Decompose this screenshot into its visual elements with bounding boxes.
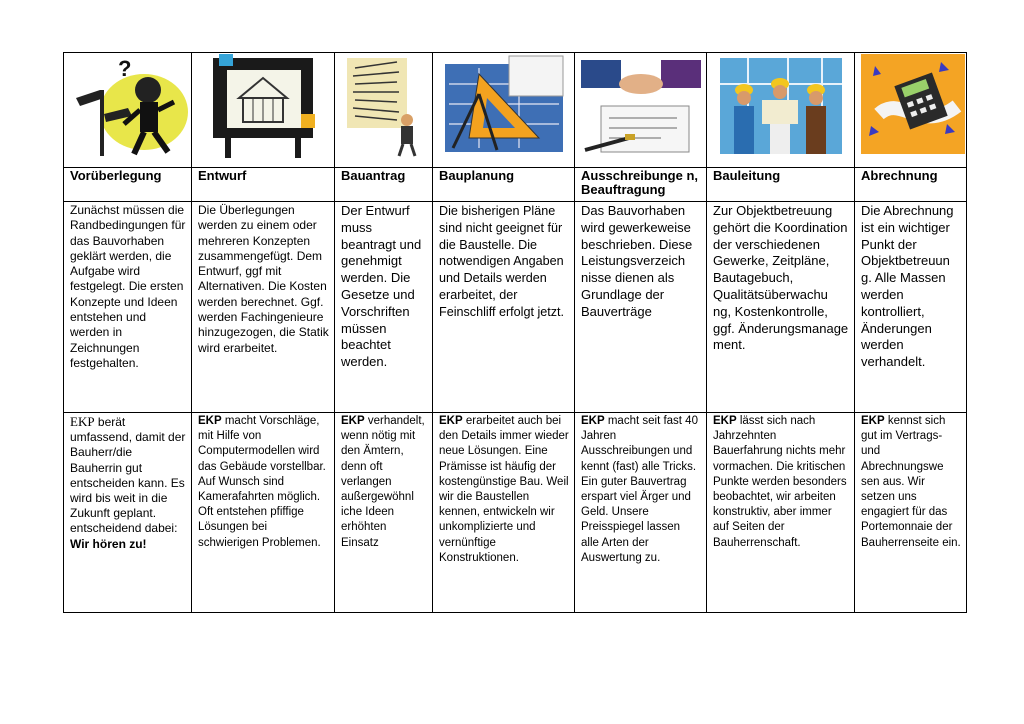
ekp-cell [433,413,575,613]
illustration-cell [64,53,192,168]
svg-text:?: ? [118,56,132,81]
phase-description: Die Überlegungen werden zu einem oder mehreren Konzepten zusammengefügt. Dem Entwurf, ggf mit Alternativen. Die Kosten werden berechnet. Ggf. werden Fachingenieure hinzugezogen, die Statik wird erarbeitet. [192,202,335,413]
phase-description: Das Bauvorhaben wird gewerkeweise beschrieben. Diese Leistungsverzeich nisse dienen als Grundlage der Bauverträge [575,202,707,413]
phase-description: Die bisherigen Pläne sind nicht geeignet für die Baustelle. Die notwendigen Angaben und Details werden erarbeitet, der Feinschliff erfolgt jetzt. [433,202,575,413]
ekp-label: EKP [581,415,605,427]
illustration-cell [575,53,707,168]
handshake-contract-icon [581,54,701,158]
ekp-label: EKP [439,415,463,427]
ekp-label: EKP [861,415,885,427]
drafting-tools-plan-icon [439,54,569,158]
phase-description: Zur Objektbetreuung gehört die Koordination der verschiedenen Gewerke, Zeitpläne, Bautagebuch, Qualitätsüberwachu ng, Kostenkontrolle, ggf. Änderungsmanage ment. [707,202,855,413]
ekp-cell [64,413,192,613]
ekp-text: lässt sich nach Jahrzehnten Bauerfahrung nichts mehr vormachen. Die kritischen Punkte werden besonders beobachtet, wir arbeiten konstruktiv, aber immer auf Seiten der Bauherrenschaft. [713,415,847,549]
ekp-emphasis: Wir hören zu! [70,536,147,551]
description-row [64,202,967,413]
heading-row [64,168,967,202]
ekp-cell [335,413,433,613]
ekp-text: macht seit fast 40 Jahren Ausschreibungen und kennt (fast) alle Tricks. Ein guter Bauvertrag erspart viel Ärger und Geld. Unsere Preisspiegel lassen alle Arten der Auswertung zu. [581,415,698,564]
ekp-label: EKP [198,415,222,427]
house-blueprint-drawing-icon [205,54,323,158]
illustration-cell [335,53,433,168]
paper-stack-person-icon [341,54,429,158]
phase-heading: Vorüberlegung [64,168,192,202]
ekp-label: EKP [341,415,365,427]
illustration-cell [192,53,335,168]
ekp-text: kennst sich gut im Vertrags- und Abrechnungswe sen aus. Wir setzen uns engagiert für das Portemonnaie der Bauherrenseite ein. [861,415,961,549]
ekp-label: EKP [713,415,737,427]
phase-heading: Bauleitung [707,168,855,202]
ekp-cell [855,413,967,613]
ekp-cell [192,413,335,613]
phase-heading: Abrechnung [855,168,967,202]
phase-description: Die Abrechnung ist ein wichtiger Punkt der Objektbetreuun g. Alle Massen werden kontrolliert, Änderungen werden verhandelt. [855,202,967,413]
illustration-row [64,53,967,168]
illustration-cell [433,53,575,168]
ekp-cell [707,413,855,613]
ekp-text: erarbeitet auch bei den Details immer wieder neue Lösungen. Eine Prämisse ist häufig der kostengünstige Bau. Weil wir die Baustellen kennen, entwickeln wir unkomplizierte und vernünftige Konstruktionen. [439,415,569,564]
calculator-receipt-icon [861,54,965,158]
phase-heading: Entwurf [192,168,335,202]
ekp-cell [575,413,707,613]
ekp-text: berät umfassend, damit der Bauherr/die Bauherrin gut entscheiden kann. Es wird bis weit in die Zukunft geplant. entscheidend dabei: [70,415,186,536]
illustration-cell [855,53,967,168]
illustration-cell [707,53,855,168]
ekp-row [64,413,967,613]
ekp-label: EKP [70,414,95,429]
phase-heading: Ausschreibunge n, Beauftragung [575,168,707,202]
construction-workers-icon [718,54,844,158]
ekp-text: macht Vorschläge, mit Hilfe von Computermodellen wird das Gebäude vorstellbar. Auf Wunsch sind Kamerafahrten möglich. Oft entstehen pfiffige Lösungen bei schwierigen Problemen. [198,415,326,549]
phase-description: Der Entwurf muss beantragt und genehmigt werden. Die Gesetze und Vorschriften müssen beachtet werden. [335,202,433,413]
phase-heading: Bauplanung [433,168,575,202]
phase-heading: Bauantrag [335,168,433,202]
ekp-text: verhandelt, wenn nötig mit den Ämtern, denn oft verlangen außergewöhnl iche Ideen erhöhten Einsatz [341,415,425,549]
confused-person-signpost-icon [70,54,188,158]
phase-description: Zunächst müssen die Randbedingungen für das Bauvorhaben geklärt werden, die Aufgabe wird festgelegt. Die ersten Konzepte und Ideen entstehen und werden in Zeichnungen festgehalten. [64,202,192,413]
phases-table [63,52,967,613]
